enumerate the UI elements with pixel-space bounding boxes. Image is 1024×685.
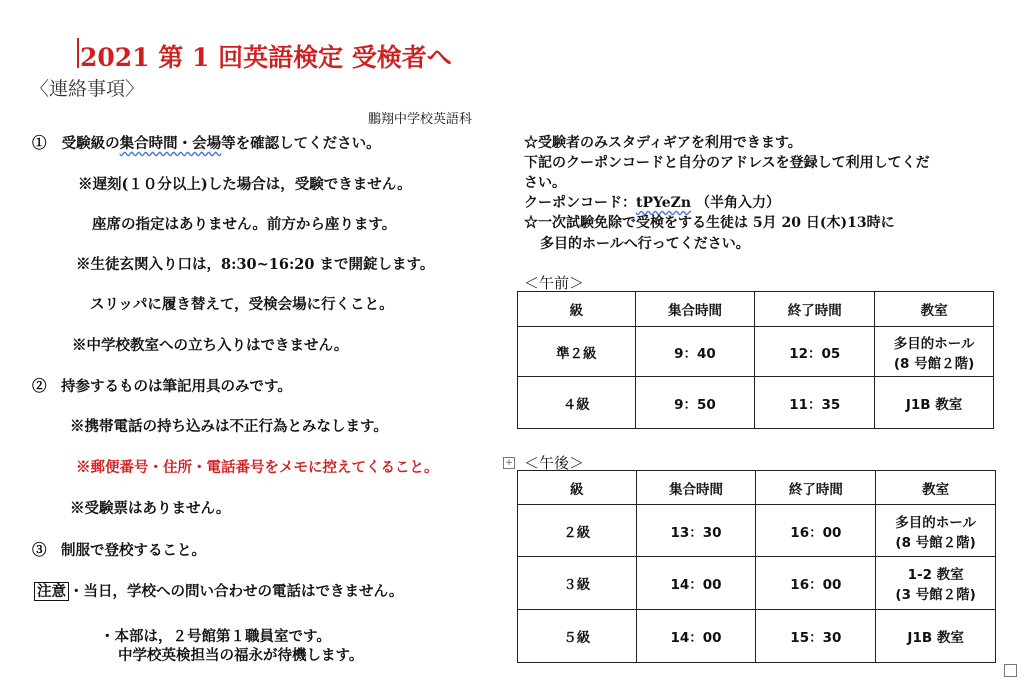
am-schedule-table xyxy=(517,291,994,429)
pm-header-grade: 級 xyxy=(518,471,637,505)
gather-time-cell: 14：00 xyxy=(636,610,756,663)
note-address-text: 郵便番号・住所・電話番号をメモに控えてくること。 xyxy=(90,459,439,476)
note-seat: 座席の指定はありません。前方から座ります。 xyxy=(92,216,397,233)
pm-header-end: 終了時間 xyxy=(756,471,876,505)
table-move-handle-icon[interactable]: + xyxy=(503,457,515,469)
am-heading: ＜午前＞ xyxy=(524,274,585,292)
coupon-code: tPYeZn xyxy=(636,195,692,211)
end-time-cell: 16：00 xyxy=(756,505,876,557)
pm-schedule-table xyxy=(517,470,996,663)
gather-time-cell: 9：40 xyxy=(635,327,755,377)
table-row xyxy=(518,505,996,557)
end-time-cell: 16：00 xyxy=(756,557,876,610)
grade-cell: 準２級 xyxy=(518,327,636,377)
room-cell xyxy=(876,505,996,557)
room-building: (8 号館２階) xyxy=(893,355,975,372)
text-cursor xyxy=(77,38,79,68)
pm-heading: ＜午後＞ xyxy=(524,454,585,472)
table-row xyxy=(518,327,994,377)
school-name: 鵬翔中学校英語科 xyxy=(368,112,473,127)
table-row xyxy=(518,377,994,429)
table-row xyxy=(518,557,996,610)
note-phone: ※携帯電話の持ち込みは不正行為とみなします。 xyxy=(70,418,388,435)
item-1-post: 等を確認してください。 xyxy=(221,135,381,152)
room-cell: J1B 教室 xyxy=(876,610,996,663)
note-address xyxy=(76,456,439,477)
caution xyxy=(34,580,403,601)
note-late: ※遅刻(１０分以上)した場合は，受験できません。 xyxy=(78,176,412,193)
grade-cell: ２級 xyxy=(518,505,637,557)
item-1-number: ① xyxy=(32,135,47,152)
coupon-label: クーポンコード： xyxy=(524,195,636,211)
pm-header-gather: 集合時間 xyxy=(636,471,756,505)
item-1 xyxy=(32,132,381,153)
item-1-highlight: 集合時間・会場 xyxy=(119,135,222,152)
end-time-cell: 11：35 xyxy=(755,377,875,429)
caution-text: ・当日，学校への問い合わせの電話はできません。 xyxy=(69,583,404,600)
note-address-mark: ※ xyxy=(76,459,91,476)
room-building: (8 号館２階) xyxy=(895,534,976,551)
room-cell: J1B 教室 xyxy=(875,377,994,429)
table-resize-handle-icon[interactable] xyxy=(1004,664,1017,677)
grade-cell: ４級 xyxy=(518,377,636,429)
section-subtitle: 〈連絡事項〉 xyxy=(30,78,145,100)
hq-line-1: ・本部は，２号館第１職員室です。 xyxy=(100,628,331,645)
note-entrance: ※生徒玄関入り口は，8:30~16:20 まで開錠します。 xyxy=(76,256,435,273)
gather-time-cell: 9：50 xyxy=(635,377,755,429)
gather-time-cell: 13：30 xyxy=(636,505,756,557)
end-time-cell: 12：05 xyxy=(755,327,875,377)
note-slipper: スリッパに履き替えて，受検会場に行くこと。 xyxy=(90,296,394,313)
am-header-row xyxy=(518,292,994,327)
studygear-line-2: 下記のクーポンコードと自分のアドレスを登録して利用してくだ xyxy=(524,155,930,171)
am-header-room: 教室 xyxy=(875,292,994,327)
studygear-line-1: ☆受験者のみスタディギアを利用できます。 xyxy=(524,135,802,151)
am-header-end: 終了時間 xyxy=(755,292,875,327)
grade-cell: ３級 xyxy=(518,557,637,610)
exemption-line-2: 多目的ホールへ行ってください。 xyxy=(540,236,750,252)
room-cell xyxy=(876,557,996,610)
table-row xyxy=(518,610,996,663)
note-classroom: ※中学校教室への立ち入りはできません。 xyxy=(72,337,349,354)
room-name: 1-2 教室 xyxy=(907,567,964,583)
caution-label: 注意 xyxy=(34,582,69,601)
gather-time-cell: 14：00 xyxy=(636,557,756,610)
coupon-note: （半角入力） xyxy=(695,195,780,211)
am-header-grade: 級 xyxy=(518,292,636,327)
pm-header-room: 教室 xyxy=(876,471,996,505)
am-header-gather: 集合時間 xyxy=(635,292,755,327)
end-time-cell: 15：30 xyxy=(756,610,876,663)
exemption-line-1: ☆一次試験免除で受検をする生徒は 5月 20 日(木)13時に xyxy=(524,215,895,231)
room-cell xyxy=(875,327,994,377)
note-ticket: ※受験票はありません。 xyxy=(70,500,231,517)
item-2: ② 持参するものは筆記用具のみです。 xyxy=(32,378,292,395)
pm-header-row xyxy=(518,471,996,505)
item-1-pre: 受験級の xyxy=(61,135,120,152)
studygear-line-3: さい。 xyxy=(524,175,566,191)
page-title: 2021 第 1 回英語検定 受検者へ xyxy=(80,43,452,72)
room-building: (3 号館２階) xyxy=(895,587,976,603)
grade-cell: ５級 xyxy=(518,610,637,663)
item-3: ③ 制服で登校すること。 xyxy=(32,542,206,559)
hq-line-2: 中学校英検担当の福永が待機します。 xyxy=(118,647,364,664)
room-name: 多目的ホール xyxy=(895,514,976,531)
coupon-line xyxy=(524,192,780,212)
room-name: 多目的ホール xyxy=(893,335,975,352)
